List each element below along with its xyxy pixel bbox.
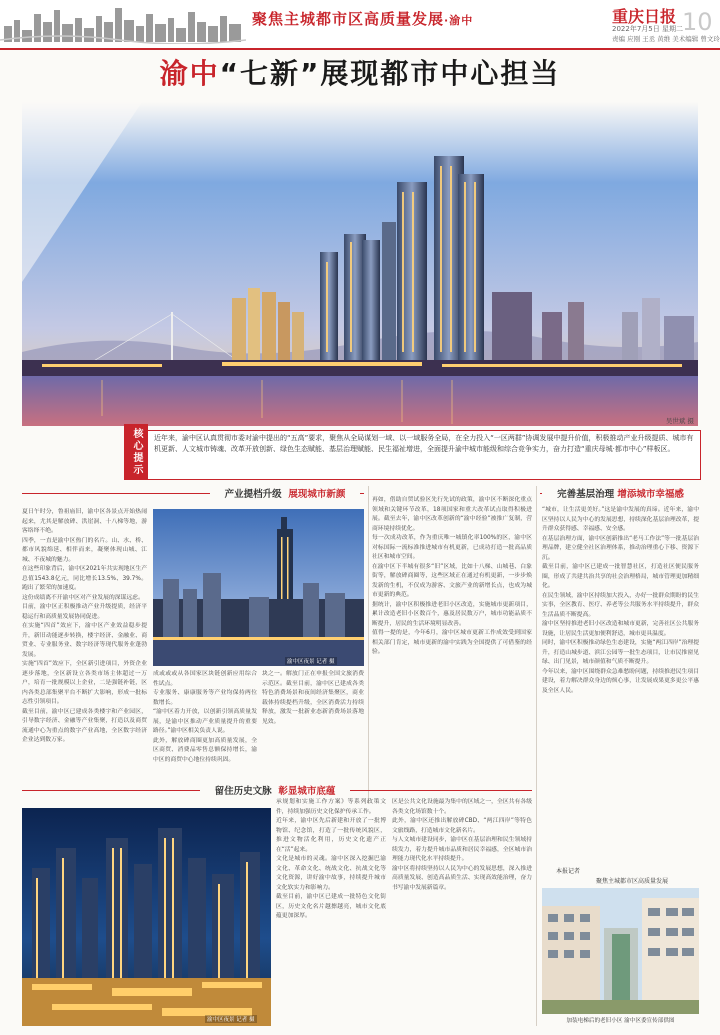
headline-district: 渝中	[159, 57, 220, 90]
column-divider	[368, 486, 369, 804]
residential-buildings-photo	[542, 888, 699, 1014]
header-subtitle: ·渝中	[444, 14, 474, 27]
article-column: 承规划和实施工作方案》等系列政策文件，持续加强历史文化保护传承工作。 近年来，渝中区先后新建和开放了一批博物馆、纪念馆，打造了一批传统风貌区，推进文物活化利用，历史文化遗产正在“活”起来。 文化是城市的灵魂。渝中区深入挖掘巴渝文化、革命文化、统战文化、抗战文化等文化资源，讲好渝中故事，持续提升城市文化软实力和影响力。 截至目前，渝中区已建成一批特色文化街区，历史文化名片越擦越亮，城市文化底蕴更加深厚。	[276, 799, 386, 919]
night-cityscape-photo	[22, 808, 271, 1026]
byline-reporter: 本报记者	[556, 868, 581, 875]
section-label: 完善基层治理	[557, 489, 615, 500]
section-accent: 增添城市幸福感	[617, 489, 684, 500]
article-column: 夏日午时分，鲁祖庙旧，渝中区各景点开始热闹起来，尤其是解放碑、洪崖洞、十八梯等地，游客络绎不绝。 四季，一直是渝中区热门的名片。山、水、桥、都市风貌绵延、相伴而来，凝聚体现山城、江城、不夜城的魅力。 在这些印象背后，渝中区2021年共实现地区生产总值1543.8亿元，同比增长13.5%、39.7%。跑出了繁荣的加速度。 这份成绩离不开渝中区对产业发展的深谋远虑。 目前，渝中区正积极推动产业升级提质，经济平稳运行和高质量发展协同促进。 在实施“四首”效应下，渝中区产业效益稳步提升，新旧动能逐步转换，楼宇经济、金融业、商贸业、专业服务业、数字经济等现代服务业蓬勃发展。 实施“四首”效应下，全区新引进项目，外资企业逐步落地，全区新设立各类市场主体超过一万户，培育一批规模以上企业，二是强链补链，区内各类总部集聚平台不断扩大影响，形成一批标志性引领项目。 截至目前，渝中区已建成各类楼宇和产业园区，引导数字经济、金融等产业集聚，打造以及商贸流通中心为重点的数字产业高地，全区数字经济企业达到数万家。	[22, 509, 147, 743]
hero-photo-credit: 吴世斌 摄	[665, 417, 694, 425]
header-section-title	[252, 8, 473, 29]
newspaper-logo: 重庆日报	[612, 7, 677, 26]
article-column: 成或或或从各国家区块链创新应用综合性试点。 专业服务、康康服务等产业均保持两位数增长。 “渝中区着力开放，以创新引领高质量发展，是渝中区推动产业质量提升的重要路径。”渝中区相关负责人说。 此外，解放碑商圈更加高质量发展，全区商贸、消费品零售总额保持增长，渝中区的商贸中心地位持续巩固。	[153, 671, 257, 763]
section-accent: 展现城市新颜	[288, 489, 346, 500]
page-masthead	[0, 0, 720, 50]
section-label: 产业提档升级	[224, 489, 282, 500]
issue-date: 2022年7月5日 星期二	[612, 25, 683, 33]
photo-caption: 加装电梯后的老旧小区 渝中区委宣传部供图	[566, 1018, 675, 1024]
night-cityscape-illustration	[22, 808, 271, 1026]
section-accent: 彰显城市底蕴	[278, 786, 336, 797]
skyline-banner-icon	[0, 2, 246, 44]
header-title-text: 聚焦主城都市区高质量发展	[252, 10, 445, 28]
residential-buildings-illustration	[542, 888, 699, 1014]
page-number: 10	[682, 8, 713, 36]
core-tip-summary: 近年来，渝中区认真贯彻市委对渝中提出的“五高”要求，聚焦从全局谋划一域、以一域服务全局，在全力投入“一区两群”协调发展中提升价值，积极推动产业升级提质、城市有机更新、人文城市铸魂、改革开放创新、绿色生态赋能、基层治理赋能、民生福祉增进，全面提升渝中城市能级和综合竞争实力，奋力打造“重庆母城·都市中心”样板区。	[154, 434, 694, 453]
section-header-governance	[542, 486, 699, 500]
byline-author: 聚焦主城都市区高质量发展	[596, 878, 669, 885]
article-column: “城市，让生活更美好。”这是渝中发展的真谛。近年来，渝中区坚持以人民为中心的发展思想，持续深化基层治理改革，提升群众获得感、幸福感、安全感。 在基层治理方面，渝中区创新推出“老马工作法”等一批基层治理品牌，建立健全社区治理体系，推动治理重心下移、资源下沉。 截至目前，渝中区已建成一批智慧社区，打造社区便民服务圈，形成了共建共治共享的社会治理格局，城市管理更加精细化。 在民生领域，渝中区持续加大投入，办好一批群众期盼的民生实事，全区教育、医疗、养老等公共服务水平持续提升，群众生活品质不断提高。 渝中区坚持推进老旧小区改造和城市更新，完善社区公共服务设施，让居民生活更加便利舒适，城市更具温度。 同时，渝中区积极推动绿色生态建设，实施“两江四岸”治理提升，打造山城步道、滨江公园等一批生态项目，让市民推窗见绿、出门见景，城市颜值和气质不断提升。 今年以来，渝中区围绕群众急难愁盼问题，持续推进民生项目建设，着力解决群众身边的烦心事，让发展成果更多更公平惠及全区人民。	[542, 507, 699, 694]
article-column: 块之一。解放门正在申报全国文旅消费示范区。截至目前，渝中区已建成各类特色消费场景和夜间经济集聚区，商业载体持续提档升级，全区消费活力持续释放，激发一批新业态新消费场景落地见效。	[262, 671, 364, 725]
section-label: 留住历史文脉	[214, 786, 272, 797]
page-headline	[0, 52, 720, 92]
column-divider	[536, 486, 537, 1026]
article-column: 再如，借助自贸试验区先行先试的政策，渝中区不断深化重点领域和关键环节改革，18项国家和重大改革试点取得积极进展。截至去年，渝中区改革创新的“渝中经验”被推广复制，营商环境持续优化。 每一次成功改革，作为重庆唯一城镇化率100%的区，渝中区对标国际一流标准推进城市有机更新，已成功打造一批高品质社区和城市空间。 在渝中区下半城有很多“旧”区域，比如十八梯、山城巷、白象街等，解放碑商圈等，这些区域正在通过有机更新，一步步焕发新的生机，不仅成为游客、文旅产业的新增长点，也成为城市更新的典范。 据统计，渝中区积极推进老旧小区改造，实施城市更新项目，累计改造老旧小区数百个，惠及居民数万户，城市功能品质不断提升，居民的生活环境明显改善。 值得一提的是，今年6月，渝中区城市更新工作成效受到国家相关部门肯定，城市更新的渝中实践为全国提供了可借鉴的经验。	[372, 497, 532, 655]
core-tip-badge: 核心提示	[124, 424, 148, 480]
section-header-industry	[210, 486, 360, 500]
headline-main: “七新”展现都市中心担当	[219, 57, 561, 90]
section-header-heritage	[200, 783, 350, 797]
photo-credit: 渝中区夜景 记者 摄	[207, 1017, 255, 1023]
article-column: 区是公共文化设施最为集中的区域之一，全区共有各级各类文化场馆数十个。 此外，渝中区还推出解放碑CBD、“两江四岸”等特色文旅线路，打造城市文化新名片。 与人文城市建设同步，渝中区在基层治理和民生领域持续发力，着力提升城市品质和居民幸福感，全区城市治理能力现代化水平持续提升。 渝中区将持续坚持以人民为中心的发展思想，深入推进高质量发展、创造高品质生活、实现高效能治理，奋力书写渝中发展新篇章。	[392, 799, 532, 891]
financial-district-photo	[153, 509, 364, 666]
photo-credit: 渝中区夜景 记者 摄	[287, 659, 335, 665]
financial-district-illustration	[153, 509, 364, 666]
city-skyline-illustration	[22, 102, 698, 426]
hero-city-photo	[22, 102, 698, 426]
editor-credits: 责编 应刚 王丞 黄维 美术编辑 曾文玲	[612, 35, 720, 43]
